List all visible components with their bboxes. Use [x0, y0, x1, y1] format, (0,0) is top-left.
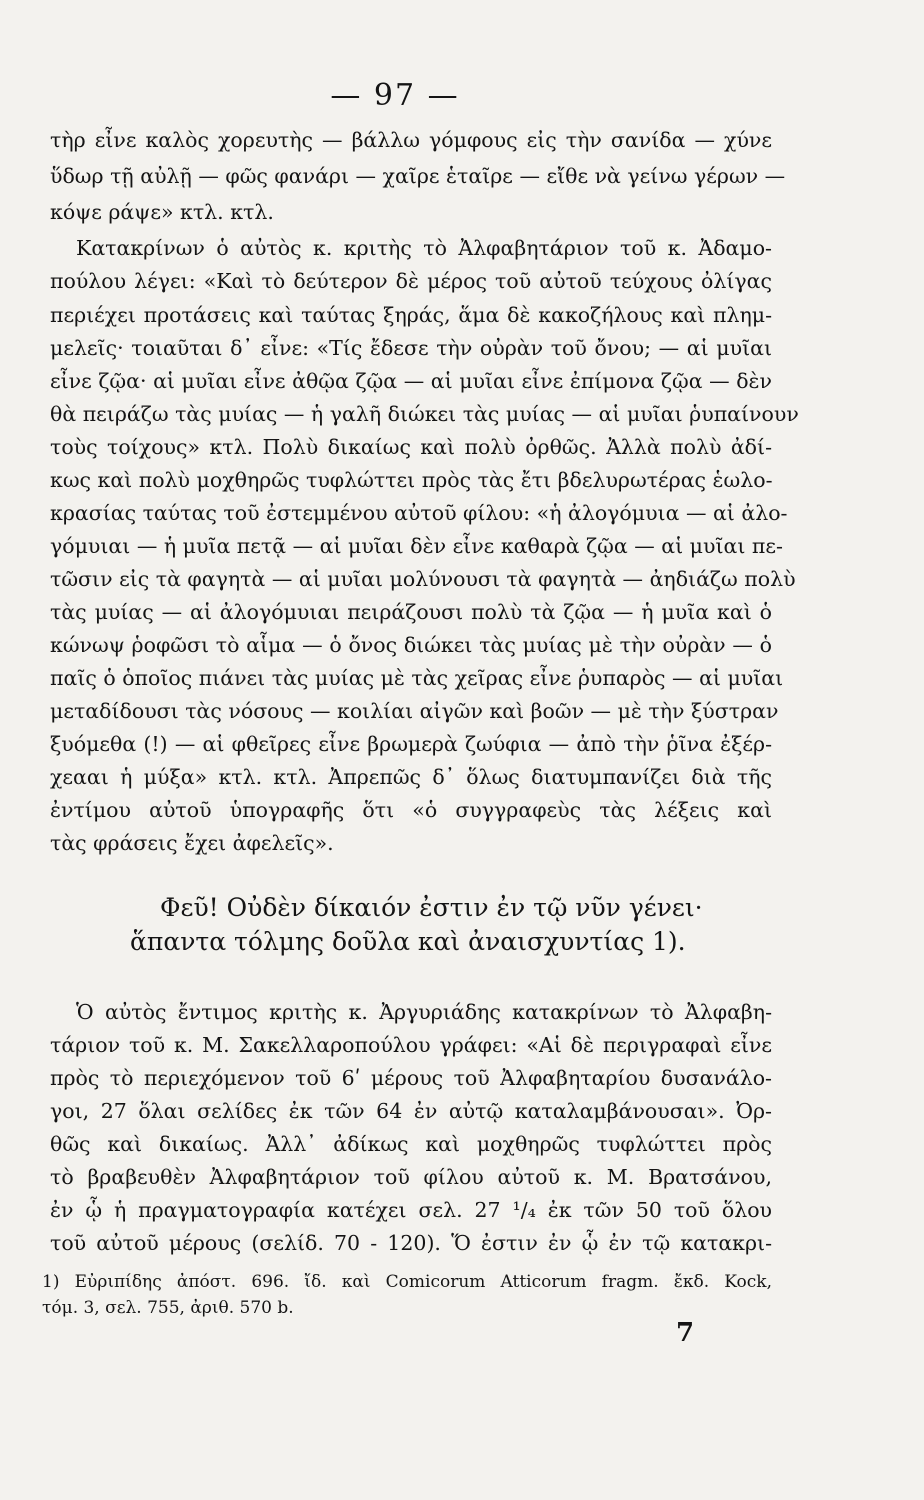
text-line: κρασίας ταύτας τοῦ ἐστεμμένου αὐτοῦ φίλου: «ἡ ἀλογόμυια — αἱ ἀλο- — [50, 501, 788, 525]
text-line: θῶς καὶ δικαίως. Ἀλλ᾽ ἀδίκως καὶ μοχθηρῶς τυφλώττει πρὸς — [50, 1132, 772, 1156]
text-line: μεταδίδουσι τὰς νόσους — κοιλίαι αἰγῶν καὶ βοῶν — μὲ τὴν ξύστραν — [50, 699, 779, 723]
text-line: περιέχει προτάσεις καὶ ταύτας ξηράς, ἅμα δὲ κακοζήλους καὶ πλημ- — [50, 303, 772, 327]
text-line: κόψε ράψε» κτλ. κτλ. — [50, 200, 274, 224]
text-line: γόμυιαι — ἡ μυῖα πετᾷ — αἱ μυῖαι δὲν εἶνε καθαρὰ ζῷα — αἱ μυῖαι πε- — [50, 534, 783, 558]
text-line: ἐν ᾧ ἡ πραγματογραφία κατέχει σελ. 27 ¹/₄ ἐκ τῶν 50 τοῦ ὅλου — [50, 1198, 772, 1222]
text-line: θὰ πειράζω τὰς μυίας — ἡ γαλῆ διώκει τὰς μυίας — αἱ μυῖαι ῥυπαίνουν — [50, 402, 799, 426]
text-line: εἶνε ζῷα· αἱ μυῖαι εἶνε ἀθῷα ζῷα — αἱ μυῖαι εἶνε ἐπίμονα ζῷα — δὲν — [50, 369, 772, 393]
text-line: ξυόμεθα (!) — αἱ φθεῖρες εἶνε βρωμερὰ ζωύφια — ἀπὸ τὴν ῥῖνα ἐξέρ- — [50, 732, 772, 756]
text-line: χεααι ἡ μύξα» κτλ. κτλ. Ἀπρεπῶς δ᾽ ὅλως διατυμπανίζει διὰ τῆς — [50, 765, 772, 789]
text-line: τοῦ αὐτοῦ μέρους (σελίδ. 70 - 120). Ὅ ἐστιν ἐν ᾧ ἐν τῷ κατακρι- — [50, 1231, 772, 1255]
text-line: Κατακρίνων ὁ αὐτὸς κ. κριτὴς τὸ Ἀλφαβητάριον τοῦ κ. Ἀδαμο- — [76, 236, 772, 260]
text-line: ἐντίμου αὐτοῦ ὑπογραφῆς ὅτι «ὁ συγγραφεὺς τὰς λέξεις καὶ — [50, 798, 772, 822]
text-line: τὰς φράσεις ἔχει ἀφελεῖς». — [50, 831, 334, 855]
text-line: τὰς μυίας — αἱ ἀλογόμυιαι πειράζουσι πολὺ τὰ ζῷα — ἡ μυῖα καὶ ὁ — [50, 600, 772, 624]
text-line: τῶσιν εἰς τὰ φαγητὰ — αἱ μυῖαι μολύνουσι τὰ φαγητὰ — ἀηδιάζω πολὺ — [50, 567, 796, 591]
text-line: τὸ βραβευθὲν Ἀλφαβητάριον τοῦ φίλου αὐτοῦ κ. Μ. Βρατσάνου, — [50, 1165, 772, 1189]
footnote-line: τόμ. 3, σελ. 755, ἀριθ. 570 b. — [42, 1298, 294, 1318]
printer-signature-mark: 7 — [676, 1318, 695, 1348]
text-line: πρὸς τὸ περιεχόμενον τοῦ 6ʹ μέρους τοῦ Ἀλφαβηταρίου δυσανάλο- — [50, 1066, 772, 1090]
text-line: κως καὶ πολὺ μοχθηρῶς τυφλώττει πρὸς τὰς ἔτι βδελυρωτέρας ἑωλο- — [50, 468, 773, 492]
text-line: μελεῖς· τοιαῦται δ᾽ εἶνε: «Τίς ἔδεσε τὴν οὐρὰν τοῦ ὄνου; — αἱ μυῖαι — [50, 336, 772, 360]
verse-line: ἅπαντα τόλμης δοῦλα καὶ ἀναισχυντίας 1). — [130, 927, 686, 956]
text-line: πούλου λέγει: «Καὶ τὸ δεύτερον δὲ μέρος τοῦ αὐτοῦ τεύχους ὀλίγας — [50, 269, 772, 293]
text-line: Ὁ αὐτὸς ἔντιμος κριτὴς κ. Ἀργυριάδης κατακρίνων τὸ Ἀλφαβη- — [76, 1000, 772, 1024]
text-line: κώνωψ ῥοφῶσι τὸ αἷμα — ὁ ὄνος διώκει τὰς μυίας μὲ τὴν οὐρὰν — ὁ — [50, 633, 772, 657]
text-line: τοὺς τοίχους» κτλ. Πολὺ δικαίως καὶ πολὺ ὀρθῶς. Ἀλλὰ πολὺ ἀδί- — [50, 435, 772, 459]
text-line: τάριον τοῦ κ. Μ. Σακελλαροπούλου γράφει: «Αἱ δὲ περιγραφαὶ εἶνε — [50, 1033, 772, 1057]
text-line: παῖς ὁ ὁποῖος πιάνει τὰς μυίας μὲ τὰς χεῖρας εἶνε ῥυπαρὸς — αἱ μυῖαι — [50, 666, 784, 690]
footnote-line: 1) Εὐριπίδης ἀπόστ. 696. ἴδ. καὶ Comicorum Atticorum fragm. ἔκδ. Kock, — [42, 1272, 772, 1292]
text-line: ὕδωρ τῇ αὐλῇ — φῶς φανάρι — χαῖρε ἑταῖρε — εἴθε νὰ γείνω γέρων — — [50, 164, 786, 188]
page-number: — 97 — — [330, 78, 460, 113]
verse-line: Φεῦ! Οὐδὲν δίκαιόν ἐστιν ἐν τῷ νῦν γένει· — [160, 893, 703, 922]
text-line: γοι, 27 ὅλαι σελίδες ἐκ τῶν 64 ἐν αὐτῷ καταλαμβάνουσαι». Ὀρ- — [50, 1099, 772, 1123]
text-line: τὴρ εἶνε καλὸς χορευτὴς — βάλλω γόμφους εἰς τὴν σανίδα — χύνε — [50, 128, 772, 152]
